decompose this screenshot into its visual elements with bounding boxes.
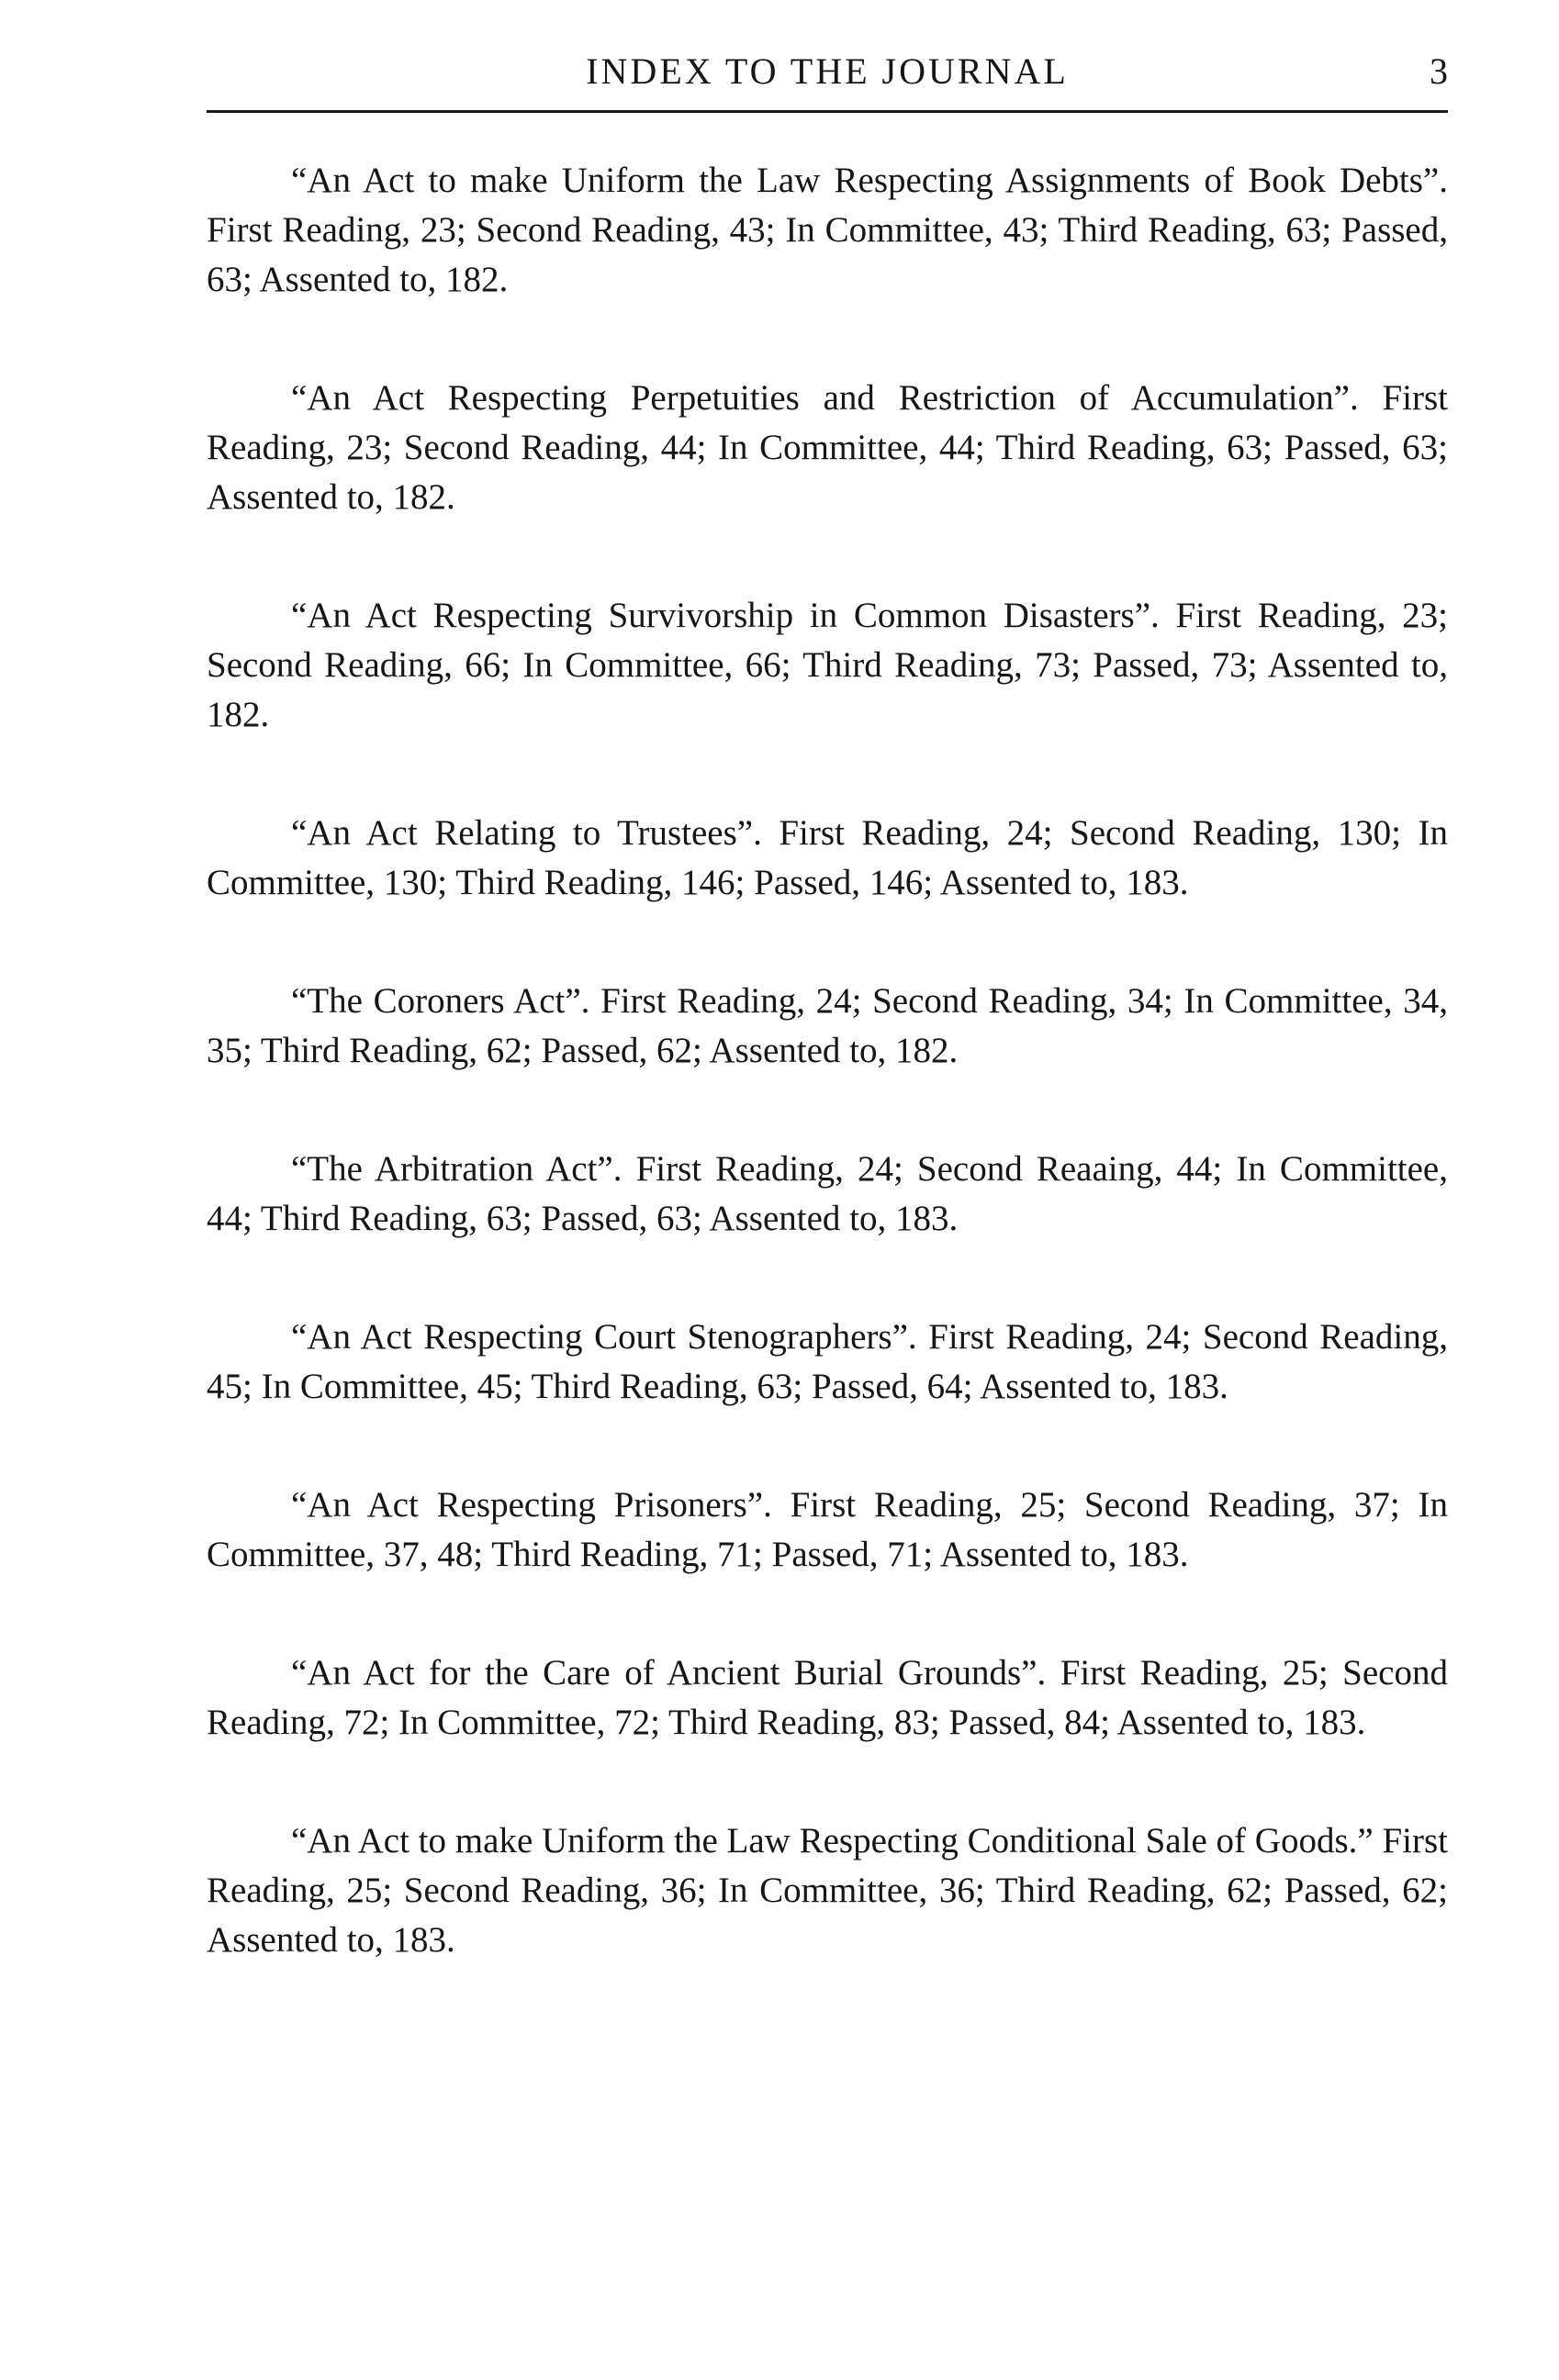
index-entry: “An Act for the Care of Ancient Burial Grounds”. First Reading, 25; Second Reading, 72; In Committee, 72; Third Reading, 83; Passed, 84; Assented to, 183. — [207, 1653, 1448, 1742]
index-entry: “An Act Relating to Trustees”. First Reading, 24; Second Reading, 130; In Committee, 130; Third Reading, 146; Passed, 146; Assented to, 183. — [207, 813, 1448, 902]
index-entry: “An Act Respecting Survivorship in Common Disasters”. First Reading, 23; Second Reading, 66; In Committee, 66; Third Reading, 73; Passed, 73; Assented to, 182. — [207, 596, 1448, 734]
index-entry: “An Act to make Uniform the Law Respecting Conditional Sale of Goods.” First Reading, 25; Second Reading, 36; In Committee, 36; Third Reading, 62; Passed, 62; Assented to, 183. — [207, 1821, 1448, 1960]
index-entry: “An Act to make Uniform the Law Respecting Assignments of Book Debts”. First Reading, 23; Second Reading, 43; In Committee, 43; Third Reading, 63; Passed, 63; Assented to, 182. — [207, 161, 1448, 299]
page-header — [207, 48, 1448, 103]
index-entry: “An Act Respecting Court Stenographers”. First Reading, 24; Second Reading, 45; In Committee, 45; Third Reading, 63; Passed, 64; Assented to, 183. — [207, 1317, 1448, 1406]
index-entry: “The Arbitration Act”. First Reading, 24; Second Reaaing, 44; In Committee, 44; Third Reading, 63; Passed, 63; Assented to, 183. — [207, 1149, 1448, 1238]
index-entry: “An Act Respecting Perpetuities and Restriction of Accumulation”. First Reading, 23; Second Reading, 44; In Committee, 44; Third Reading, 63; Passed, 63; Assented to, 182. — [207, 378, 1448, 517]
index-entry: “An Act Respecting Prisoners”. First Reading, 25; Second Reading, 37; In Committee, 37, 48; Third Reading, 71; Passed, 71; Assented to, 183. — [207, 1485, 1448, 1574]
header-rule — [207, 110, 1448, 113]
index-entry: “The Coroners Act”. First Reading, 24; Second Reading, 34; In Committee, 34, 35; Third Reading, 62; Passed, 62; Assented to, 182. — [207, 981, 1448, 1070]
index-entries — [207, 156, 1448, 2034]
running-title: INDEX TO THE JOURNAL — [586, 50, 1069, 92]
page-number: 3 — [1430, 50, 1448, 92]
